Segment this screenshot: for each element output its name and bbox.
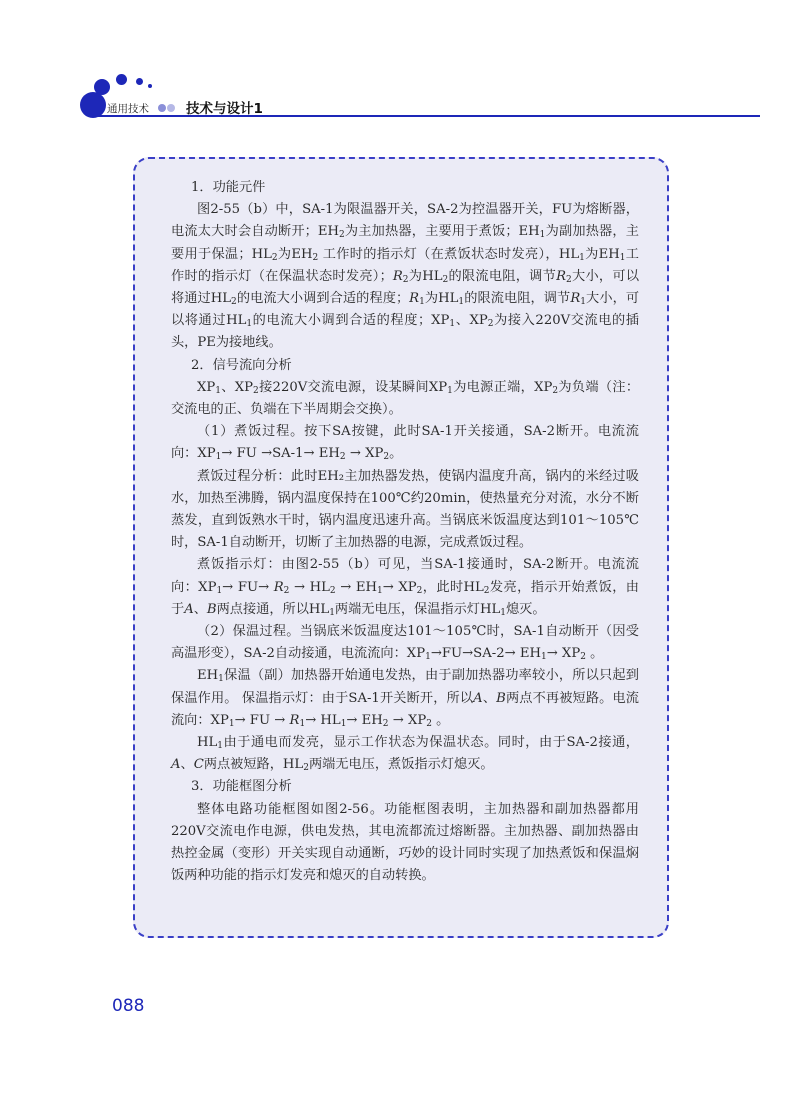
series-name: 通用技术 [107, 103, 149, 115]
paragraph: 煮饭过程分析：此时EH₂主加热器发热，使锅内温度升高，锅内的米经过吸水，加热至沸腾，锅内温度保持在100℃约20min，使热量充分对流，水分不断蒸发，直到饭熟水干时，锅内温度迅速升高。当锅底米饭温度达到101～105℃时，SA-1自动断开，切断了主加热器的电源，完成煮饭过程。 [171, 468, 639, 551]
paragraph: $EH_1$保温（副）加热器开始通电发热，由于副加热器功率较小，所以只起到保温作用。 保温指示灯：由于SA-1开关断开，所以A、B两点不再被短路。电流流向：$XP_1\to$ FU → $R_1\to HL_1\to EH_2 \to XP_2$ 。 [171, 668, 639, 729]
decor-dot-icon [116, 74, 127, 85]
section-heading: 2．信号流向分析 [191, 357, 292, 373]
paragraph: $HL_1$由于通电而发亮，显示工作状态为保温状态。同时，由于SA-2接通，A、C两点被短路，$HL_2$两端无电压，煮饭指示灯熄灭。 [171, 735, 639, 774]
paragraph: $XP_1$、$XP_2$接220V交流电源，设某瞬间$XP_1$为电源正端，$XP_2$为负端（注：交流电的正、负端在下半周期会交换）。 [171, 379, 640, 418]
paragraph: 图2-55（b）中，SA-1为限温器开关，SA-2为控温器开关，FU为熔断器，电流太大时会自动断开；$EH_2$为主加热器，主要用于煮饭；$EH_1$为副加热器，主要用于保温；$HL_2$为$EH_2$ 工作时的指示灯（在煮饭状态时发亮），$HL_1$为$EH_1$工作时的指示灯（在保温状态时发亮）；$R_2$为$HL_2$的限流电阻，调节$R_2$大小，可以将通过$HL_2$的电流大小调到合适的程度；$R_1$为$HL_1$的限流电阻，调节$R_1$大小，可以将通过$HL_1$的电流大小调到合适的程度；$XP_1$、$XP_2$为接入220V交流电的插头，PE为接地线。 [171, 202, 640, 351]
paragraph: （2）保温过程。当锅底米饭温度达101～105℃时，SA-1自动断开（因受高温形变），SA-2自动接通，电流流向：$XP_1\to FU\to SA-2\to EH_1\to XP_2$ 。 [171, 624, 639, 663]
section-heading: 1．功能元件 [191, 180, 266, 195]
page-header [0, 0, 800, 130]
decor-dot-icon [94, 79, 110, 95]
paragraph: 整体电路功能框图如图2-56。功能框图表明，主加热器和副加热器都用220V交流电作电源，供电发热，其电流都流过熔断器。主加热器、副加热器由热控金属（变形）开关实现自动通断，巧妙的设计同时实现了加热煮饭和保温焖饭两种功能的指示灯发亮和熄灭的自动转换。 [171, 801, 639, 884]
section-heading: 3．功能框图分析 [191, 779, 292, 795]
decor-dot-icon [136, 78, 143, 85]
decor-dot-icon [158, 104, 166, 112]
page-number: 088 [112, 996, 145, 1016]
book-title: 技术与设计1 [186, 101, 263, 117]
decor-dot-icon [148, 84, 152, 88]
decor-dot-icon [167, 104, 175, 112]
content-box [133, 157, 669, 938]
paragraph: （1）煮饭过程。按下SA按键，此时SA-1开关接通，SA-2断开。电流流向：$XP_1\to$ FU $\to SA-1\to EH_2 \to XP_2$。 [171, 424, 639, 463]
paragraph: 煮饭指示灯：由图2-55（b）可见，当SA-1接通时，SA-2断开。电流流向：$XP_1\to FU\to R_2 \to HL_2 \to EH_1\to XP_2$，此时$HL_2$发亮，指示开始煮饭，由于A、B两点接通，所以$HL_1$两端无电压，保温指示灯$HL_1$熄灭。 [171, 557, 639, 618]
